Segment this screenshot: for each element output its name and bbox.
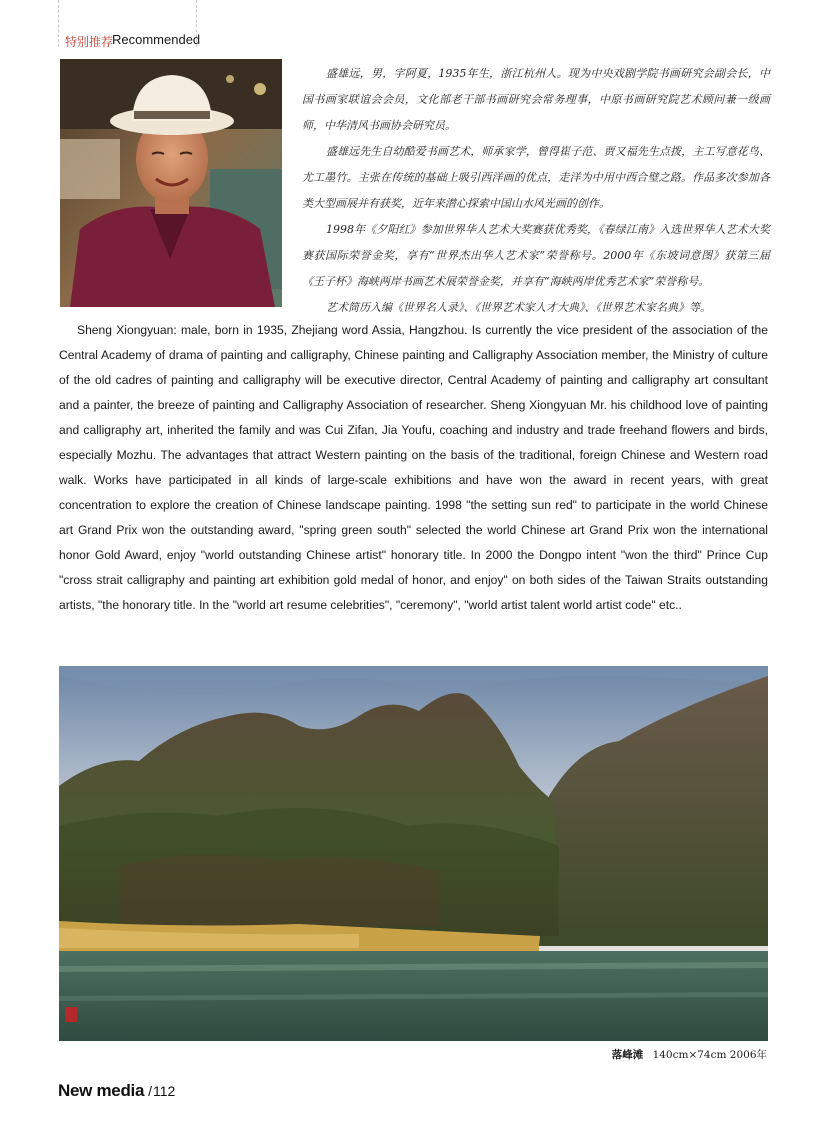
- magazine-brand: New media: [58, 1081, 145, 1100]
- artist-portrait-photo: [60, 59, 282, 307]
- bio-cn-paragraph: 盛雄远先生自幼酷爱书画艺术，师承家学，曾得崔子范、贾又福先生点拨，主工写意花鸟、尤工墨竹。主张在传统的基础上吸引西洋画的优点，走洋为中用中西合璧之路。作品多次参加各类大型画展并有获奖，近年来潜心探索中国山水风光画的创作。: [302, 145, 770, 210]
- section-label-cn: 特别推荐: [65, 35, 114, 49]
- painting-caption: [612, 1047, 767, 1062]
- english-biography: [59, 318, 768, 618]
- painting-details: 140cm×74cm 2006年: [652, 1049, 767, 1061]
- section-header: [58, 0, 201, 49]
- page-number: 112: [153, 1083, 176, 1099]
- painting-title: 落峰滩: [611, 1049, 644, 1061]
- page-footer: [58, 1081, 175, 1101]
- bio-cn-paragraph: 盛雄远，男，字阿夏，1935年生，浙江杭州人。现为中央戏剧学院书画研究会副会长，中国书画家联谊会会员，文化部老干部书画研究会常务理事，中原书画研究院艺术顾问兼一级画师，中华清风书画协会研究员。: [302, 67, 770, 132]
- bio-cn-paragraph: 1998年《夕阳红》参加世界华人艺术大奖赛获优秀奖，《春绿江南》入选世界华人艺术大奖赛获国际荣誉金奖，享有“世界杰出华人艺术家”荣誉称号。2000年《东坡词意图》获第三届《王子杯》海峡两岸书画艺术展荣誉金奖，并享有“海峡两岸优秀艺术家”荣誉称号。: [302, 223, 770, 288]
- page-separator: /: [148, 1083, 153, 1099]
- chinese-biography: [302, 61, 770, 321]
- bio-cn-paragraph: 艺术简历入编《世界名人录》、《世界艺术家人才大典》、《世界艺术家名典》等。: [326, 301, 711, 314]
- bio-en-paragraph: Sheng Xiongyuan: male, born in 1935, Zhejiang word Assia, Hangzhou. Is currently the vice president of the association of the Central Academy of drama of painting and calligraphy, Chinese painting and Calligraphy Association member, the Ministry of culture of the old cadres of painting and calligraphy will be executive director, Central Academy of painting and calligraphy art consultant and a painter, the breeze of painting and Calligraphy Association of researcher. Sheng Xiongyuan Mr. his childhood love of painting and calligraphy art, inherited the family and was Cui Zifan, Jia Youfu, coaching and industry and trade freehand flowers and birds, especially Mozhu. The advantages that attract Western painting on the basis of the traditional, foreign Chinese and Western road walk. Works have participated in all kinds of large-scale exhibitions and have won the award in recent years, with great concentration to explore the creation of Chinese landscape painting. 1998 "the setting sun red" to participate in the world Chinese art Grand Prix won the outstanding award, "spring green south" selected the world Chinese art Grand Prix won the international honor Gold Award, enjoy "world outstanding Chinese artist" honorary title. In 2000 the Dongpo intent "won the third" Prince Cup "cross strait calligraphy and painting art exhibition gold medal of honor, and enjoy" on both sides of the Taiwan Straits outstanding artists, "the honorary title. In the "world art resume celebrities", "ceremony", "world artist talent world artist code" etc..: [59, 323, 768, 612]
- section-label-en: Recommended: [112, 32, 201, 47]
- landscape-painting: [59, 666, 768, 1041]
